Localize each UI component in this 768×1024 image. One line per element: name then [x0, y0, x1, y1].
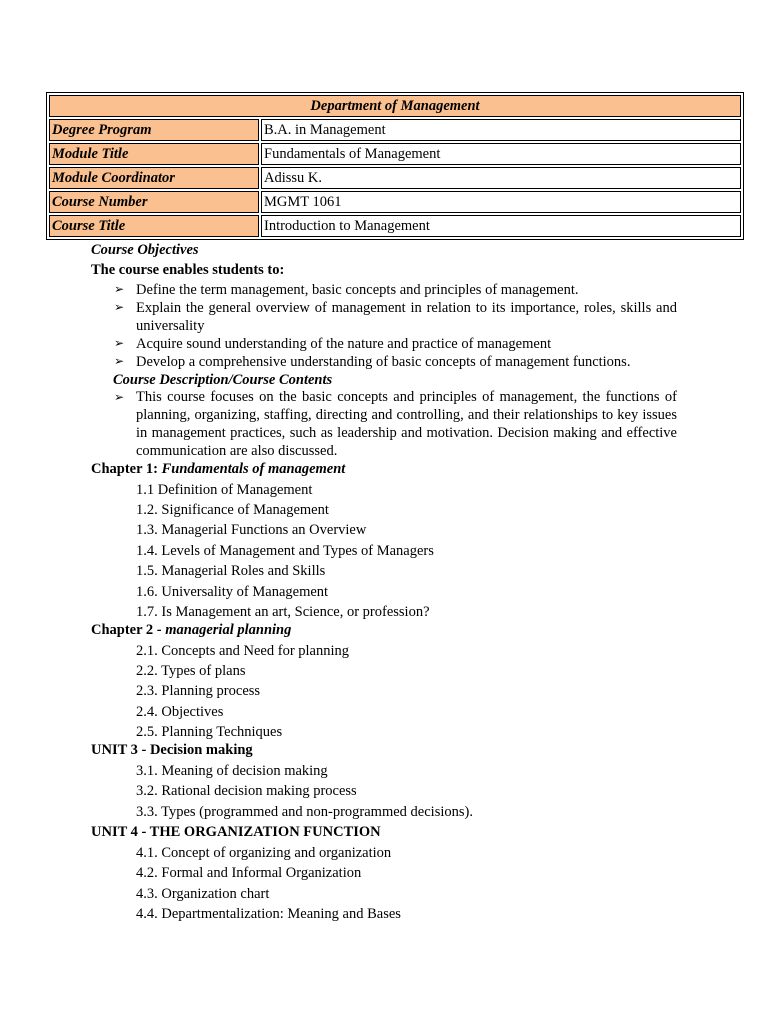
unit-3-heading: UNIT 3 - Decision making	[91, 742, 253, 758]
description-text: This course focuses on the basic concepts and principles of management, the functions of planning, organizing, staffing, directing and controlling, and their relationships to key issues in management practices, such as leadership and motivation. Decision making and effective communication are also discussed.	[136, 389, 677, 459]
course-number-label: Course Number	[49, 191, 259, 213]
objective-item: Acquire sound understanding of the nature and practice of management	[136, 336, 552, 352]
chapter-2-prefix: Chapter 2 -	[91, 622, 166, 638]
list-item: 2.4. Objectives	[136, 704, 224, 720]
bullet-icon: ➢	[114, 300, 125, 314]
table-row	[49, 191, 741, 213]
list-item: 2.2. Types of plans	[136, 663, 246, 679]
list-item: 2.1. Concepts and Need for planning	[136, 643, 350, 659]
course-title-label: Course Title	[49, 215, 259, 237]
list-item: 1.7. Is Management an art, Science, or profession?	[136, 604, 430, 620]
chapter-1-prefix: Chapter 1:	[91, 461, 162, 477]
description-heading: Course Description/Course Contents	[113, 372, 333, 388]
module-coordinator-value: Adissu K.	[261, 167, 741, 189]
objective-item: Define the term management, basic concepts and principles of management.	[136, 282, 579, 298]
list-item: 1.4. Levels of Management and Types of Managers	[136, 543, 434, 559]
list-item: 1.5. Managerial Roles and Skills	[136, 563, 326, 579]
table-header-row	[49, 95, 741, 117]
list-item: 3.1. Meaning of decision making	[136, 763, 328, 779]
list-item: 3.2. Rational decision making process	[136, 783, 357, 799]
chapter-2-title: managerial planning	[165, 622, 292, 638]
list-item: 1.6. Universality of Management	[136, 584, 329, 600]
degree-program-value: B.A. in Management	[261, 119, 741, 141]
list-item: 4.4. Departmentalization: Meaning and Bases	[136, 906, 401, 922]
unit-4-heading: UNIT 4 - THE ORGANIZATION FUNCTION	[91, 824, 381, 840]
table-row	[49, 167, 741, 189]
objectives-heading: Course Objectives	[91, 242, 199, 258]
objective-item: Explain the general overview of management in relation to its importance, roles, skills and universality	[136, 300, 677, 334]
objective-item: Develop a comprehensive understanding of basic concepts of management functions.	[136, 354, 631, 370]
objectives-intro: The course enables students to:	[91, 262, 285, 278]
module-title-label: Module Title	[49, 143, 259, 165]
list-item: 2.3. Planning process	[136, 683, 261, 699]
bullet-icon: ➢	[114, 354, 125, 368]
module-coordinator-label: Module Coordinator	[49, 167, 259, 189]
course-title-value: Introduction to Management	[261, 215, 741, 237]
list-item: 4.2. Formal and Informal Organization	[136, 865, 362, 881]
table-row	[49, 119, 741, 141]
list-item: 1.2. Significance of Management	[136, 502, 329, 518]
table-row	[49, 143, 741, 165]
list-item: 1.1 Definition of Management	[136, 482, 313, 498]
list-item: 3.3. Types (programmed and non-programmed decisions).	[136, 804, 473, 820]
chapter-2-heading	[91, 621, 291, 639]
list-item: 2.5. Planning Techniques	[136, 724, 283, 740]
bullet-icon: ➢	[114, 282, 125, 296]
course-info-table	[46, 92, 744, 240]
degree-program-label: Degree Program	[49, 119, 259, 141]
table-row	[49, 215, 741, 237]
list-item: 4.3. Organization chart	[136, 886, 270, 902]
module-title-value: Fundamentals of Management	[261, 143, 741, 165]
bullet-icon: ➢	[114, 390, 125, 404]
bullet-icon: ➢	[114, 336, 125, 350]
chapter-1-title: Fundamentals of management	[161, 461, 346, 477]
list-item: 4.1. Concept of organizing and organization	[136, 845, 392, 861]
course-number-value: MGMT 1061	[261, 191, 741, 213]
department-header: Department of Management	[49, 95, 741, 117]
chapter-1-heading	[91, 460, 345, 478]
list-item: 1.3. Managerial Functions an Overview	[136, 522, 367, 538]
